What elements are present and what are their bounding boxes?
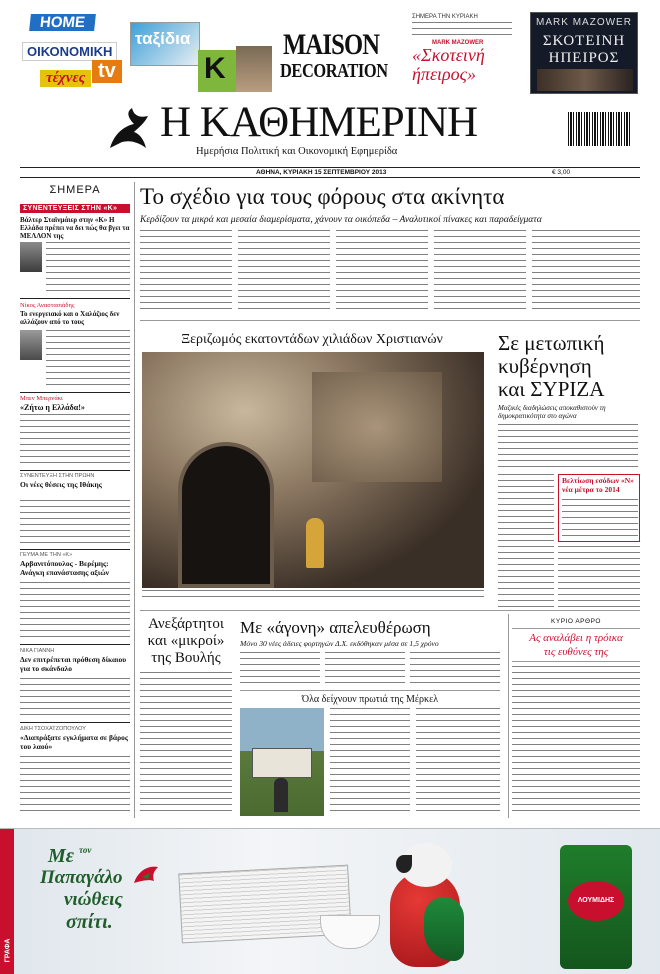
- sidebar-portrait-1: [20, 242, 42, 272]
- editorial-left-rule: [508, 614, 509, 818]
- syriza-text-3: [558, 546, 640, 608]
- syriza-headline-1: Σε μετωπική: [498, 331, 605, 355]
- book-cover-image: [537, 69, 633, 91]
- ad-line-4: σπίτι.: [66, 911, 113, 933]
- editorial-title-1: Ας αναλάβει η τρόικα: [529, 632, 623, 644]
- photo-caption-text: [142, 590, 484, 602]
- sidebar-item-4-text: [20, 500, 130, 544]
- merkel-col-2: [416, 708, 500, 816]
- decoration-logo: DECORATION: [280, 60, 388, 82]
- merkel-photo-poster: [252, 748, 312, 778]
- masthead-title: Η ΚΑΘΗΜΕΡΙΝΗ: [160, 99, 478, 146]
- sidebar-today-heading: ΣΗΜΕΡΑ: [49, 184, 101, 196]
- sidebar-item-6-text: [20, 678, 130, 716]
- book-cover-author: MARK MAZOWER: [536, 17, 632, 28]
- book-cover: [530, 12, 638, 94]
- merkel-photo-person: [274, 778, 288, 812]
- book-promo-lines: [412, 22, 512, 36]
- coffee-pack-brand: ΛΟΥΜΙΔΗΣ: [577, 897, 615, 904]
- barcode: [568, 112, 630, 146]
- masthead-rule-top: [20, 167, 640, 168]
- texnes-logo: τέχνες: [40, 70, 91, 87]
- sidebar-item-3-title: «Ζήτω η Ελλάδα!»: [20, 403, 85, 412]
- lead-col-5: [532, 230, 640, 312]
- tv-logo: tv: [92, 60, 122, 83]
- ad-line-1-small: τον: [79, 845, 92, 855]
- book-promo-kicker: ΣΗΜΕΡΑ ΤΗΝ ΚΥΡΙΑΚΗ: [412, 14, 478, 20]
- mid-rule: [140, 610, 640, 611]
- book-cover-title-1: ΣΚΟΤΕΙΝΗ: [542, 33, 626, 49]
- budget-box: [558, 474, 640, 542]
- sidebar-item-3-name: Μπεν Μπερνάκι: [20, 395, 63, 402]
- k-cover: [198, 50, 240, 92]
- trucks-col-2: [325, 652, 405, 684]
- oikonomiki-logo: ΟΙΚΟΝΟΜΙΚΗ: [22, 42, 117, 61]
- lead-headline: Το σχέδιο για τους φόρους στα ακίνητα: [140, 184, 505, 209]
- home-logo: HOME: [29, 14, 96, 31]
- lead-subhead: Κερδίζουν τα μικρά και μεσαία διαμερίσματα, χάνουν τα οικόπεδα – Αναλυτικοί πίνακες και παραδείγματα: [140, 214, 542, 225]
- church-photo-person: [306, 518, 324, 568]
- k-photo: [236, 46, 272, 92]
- ad-line-2: Παπαγάλο: [40, 867, 123, 888]
- mps-headline-3: της Βουλής: [151, 650, 221, 666]
- parrot-illustration: [370, 837, 480, 971]
- sidebar-item-4-title: Οι νέες θέσεις της Ιθάκης: [20, 480, 102, 489]
- trucks-col-3: [410, 652, 500, 684]
- phoenix-logo-icon: [104, 104, 154, 154]
- syriza-text-1: [498, 424, 638, 472]
- merkel-photo: [240, 708, 324, 816]
- lead-bottom-rule: [140, 320, 640, 321]
- trucks-subhead: Μόνο 30 νέες άδειες φορτηγών Δ.Χ. εκδόθηκαν μέσα σε 1,5 χρόνο: [240, 639, 439, 648]
- sidebar-item-2-title: Το ενεργειακό και ο Χαλάζιος δεν αλλάζουν από το τους: [20, 310, 120, 326]
- top-promo-strip: [0, 0, 660, 96]
- taxidia-logo: ταξίδια: [135, 29, 191, 48]
- parrot-beak: [396, 855, 412, 873]
- mps-headline-2: και «μικροί»: [147, 633, 225, 649]
- sidebar-item-5-text: [20, 582, 130, 638]
- sidebar: [20, 182, 130, 818]
- masthead-rule-bottom: [20, 177, 640, 178]
- budget-box-title: Βελτίωση εσόδων «Ν» νέα μέτρα το 2014: [562, 476, 634, 494]
- sidebar-item-1-text: [46, 242, 130, 292]
- editorial-title-box: [512, 628, 640, 662]
- sidebar-item-2-text: [46, 330, 130, 386]
- syriza-headline-3: και ΣΥΡΙΖΑ: [498, 377, 605, 401]
- sidebar-section-5: ΔΙΚΗ ΤΣΟΧΑΤΖΟΠΟΥΛΟΥ: [20, 726, 86, 732]
- masthead: [0, 96, 660, 178]
- sidebar-item-2-name: Νίκος Αναστασιάδης: [20, 302, 75, 309]
- photo-story-headline: Ξεριζωμός εκατοντάδων χιλιάδων Χριστιανών: [181, 332, 443, 347]
- merkel-col-1: [330, 708, 410, 816]
- trucks-col-1: [240, 652, 320, 684]
- trucks-rule: [240, 690, 500, 691]
- editorial-title-2: τις ευθύνες της: [543, 646, 609, 658]
- sidebar-section-3: ΓΕΥΜΑ ΜΕ ΤΗΝ «Κ»: [20, 552, 73, 558]
- lead-col-2: [238, 230, 330, 312]
- editorial-label: ΚΥΡΙΟ ΑΡΘΡΟ: [551, 618, 601, 625]
- book-promo-title: «Σκοτεινή ήπειρος»: [412, 45, 485, 84]
- syriza-headline-2: κυβέρνηση: [498, 354, 592, 378]
- sidebar-divider-6: [20, 722, 130, 723]
- trucks-headline: Με «άγονη» απελευθέρωση: [240, 618, 431, 637]
- sidebar-item-5-title: Αρβανιτόπουλος - Βερέμης: Ανάγκη επανάστασης αξιών: [20, 559, 110, 577]
- sidebar-divider-2: [20, 392, 130, 393]
- sidebar-divider-4: [20, 549, 130, 550]
- sidebar-item-3-text: [20, 414, 130, 464]
- sidebar-divider-1: [20, 298, 130, 299]
- maison-logo: MAISON: [283, 28, 380, 61]
- budget-box-text: [562, 499, 638, 539]
- syriza-subhead: Μαζικές διαδηλώσεις αποκαθιστούν τη δημοκρατικότητα στο αγώνα: [498, 404, 606, 420]
- coffee-pack: [560, 845, 632, 969]
- sidebar-item-1-title: Βάλτερ Σταϊνμάιερ στην «Κ» Η Ελλάδα πρέπει να δει πώς θα βγει τα ΜΕΛΛΟΝ της: [20, 216, 130, 240]
- merkel-headline: Όλα δείχνουν πρωτιά της Μέρκελ: [301, 694, 439, 705]
- masthead-dateline: ΑΘΗΝΑ, ΚΥΡΙΑΚΗ 15 ΣΕΠΤΕΜΒΡΙΟΥ 2013: [256, 169, 387, 176]
- sidebar-section-2: ΣΥΝΕΝΤΕΥΞΗ ΣΤΗΝ ΠΡΩΗΝ: [20, 473, 95, 479]
- editorial-text: [512, 666, 640, 816]
- loumidis-ad: [0, 828, 660, 974]
- parrot-logo-icon: [132, 863, 162, 889]
- ad-line-1: [48, 845, 91, 868]
- lead-col-4: [434, 230, 526, 312]
- taxidia-cover: [130, 22, 200, 66]
- sidebar-divider-5: [20, 644, 130, 645]
- sidebar-item-6-title: Δεν επιτρέπεται πρόθεση δίκαιου για το σκάνδαλο: [20, 655, 127, 673]
- sidebar-section-4: ΝΙΚΑ ΓΙΑΝΝΗ: [20, 648, 55, 654]
- ad-line-3: νιώθεις: [64, 889, 123, 910]
- book-cover-title-2: ΗΠΕΙΡΟΣ: [548, 50, 620, 66]
- sidebar-column-rule: [134, 182, 135, 818]
- lead-col-1: [140, 230, 232, 312]
- mps-text: [140, 672, 232, 816]
- sidebar-item-7-title: «Διαπράξατε εγκλήματα σε βάρος του λαού»: [20, 733, 129, 751]
- church-photo-fresco: [312, 372, 442, 482]
- sidebar-item-7-text: [20, 756, 130, 814]
- syriza-text-2: [498, 474, 554, 608]
- masthead-price: € 3,00: [552, 169, 571, 176]
- k-logo: K: [204, 52, 226, 85]
- ad-line-1-main: Με: [48, 845, 74, 867]
- mps-headline-1: Ανεξάρτητοι: [148, 616, 224, 632]
- masthead-subtitle: Ημερήσια Πολιτική και Οικονομική Εφημερίδα: [196, 146, 398, 157]
- sidebar-portrait-2: [20, 330, 42, 360]
- church-photo-arch: [178, 442, 274, 588]
- sidebar-interviews-label: ΣΥΝΕΝΤΕΥΞΕΙΣ ΣΤΗΝ «Κ»: [20, 204, 130, 213]
- church-photo: [142, 352, 484, 588]
- sidebar-divider-3: [20, 470, 130, 471]
- lead-col-3: [336, 230, 428, 312]
- ad-side-text: ΓΡΑΦΑ: [4, 938, 12, 963]
- book-promo-author: MARK MAZOWER: [432, 40, 484, 46]
